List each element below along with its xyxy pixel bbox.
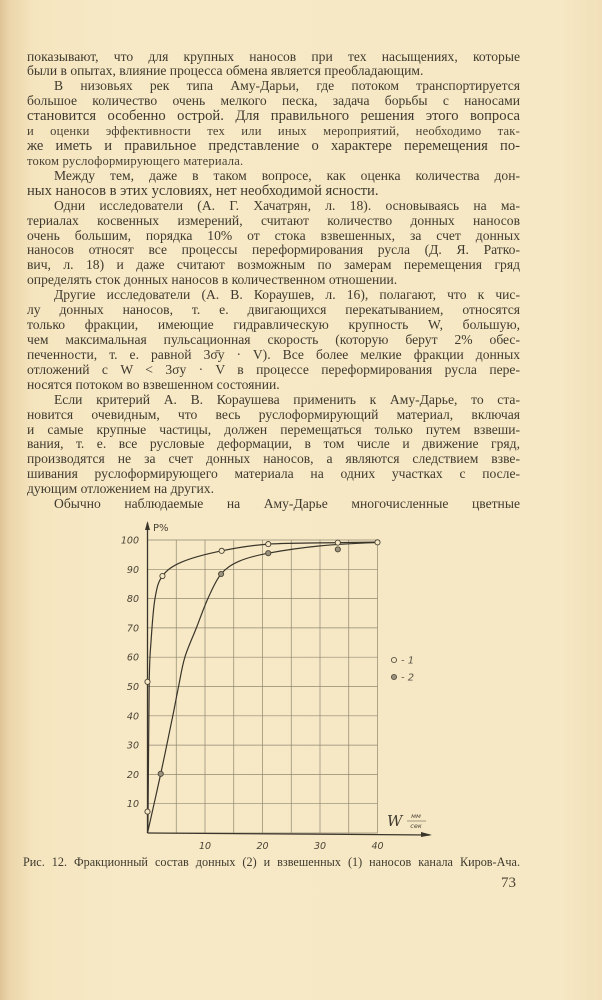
y-tick-label: 80 — [126, 594, 139, 606]
data-point-open-circle-icon — [160, 573, 165, 578]
chart-tick-labels — [121, 536, 384, 853]
legend-open-circle-icon — [391, 657, 396, 662]
text-line: же иметь и правильное представление о характере перемещения по- — [27, 138, 520, 155]
x-axis-label — [387, 812, 426, 830]
x-axis-unit-denominator: сек — [410, 822, 422, 830]
text-line: носятся потоком во взвешенном состоянии. — [27, 376, 280, 392]
text-line: вич, л. 18) и даже считают возможным по замерам перемещения гряд — [27, 257, 520, 273]
data-point-dotted-circle-icon — [158, 771, 163, 776]
data-point-dotted-circle-icon — [335, 547, 340, 552]
data-point-open-circle-icon — [145, 679, 150, 684]
text-line: были в опытах, влияние процесса обмена является преобладающим. — [27, 63, 424, 79]
y-tick-label: 50 — [126, 682, 139, 693]
x-tick-label: 10 — [198, 841, 212, 852]
y-tick-label: 100 — [120, 535, 139, 547]
text-line: только фракции, имеющие гидравлическую крупность W, большую, — [27, 317, 520, 333]
y-tick-label: 60 — [126, 652, 139, 664]
y-tick-label: 10 — [126, 799, 139, 811]
text-line: и оценки эффективности тех или иных мероприятий, необходимо так- — [27, 124, 520, 139]
text-line: Между тем, даже в таком вопросе, как оценка количества дон- — [54, 167, 520, 183]
text-line: Если критерий А. В. Кораушева применить к Аму-Дарье, то ста- — [54, 391, 520, 407]
page-number: 73 — [501, 875, 516, 891]
y-tick-label: 30 — [126, 740, 139, 752]
text-line: шивания руслоформирующего материала на одних участках с после- — [27, 466, 520, 482]
text-line: током руслоформирующего материала. — [27, 153, 244, 168]
text-line: большое количество очень мелкого песка, задача борьбы с наносами — [27, 93, 520, 109]
y-tick-label: 90 — [126, 564, 139, 576]
text-line: ных наносов в этих условиях, нет необходимой ясности. — [27, 182, 379, 199]
x-axis-unit-numerator: мм — [411, 812, 421, 820]
chart-grid — [148, 540, 378, 833]
legend-label-1: - 1 — [401, 655, 415, 667]
y-tick-label: 40 — [126, 711, 139, 723]
figure-caption: Рис. 12. Фракционный состав донных (2) и взвешенных (1) наносов канала Киров-Ача. — [23, 855, 520, 869]
text-line: териалах косвенных измерений, считают количество донных наносов — [27, 212, 520, 228]
text-line: лу донных наносов, т. е. двигающихся перекатыванием, относятся — [27, 302, 520, 318]
text-line: чем максимальная пульсационная скорость (которую берут 2% обес- — [27, 332, 520, 348]
data-point-open-circle-icon — [145, 809, 150, 814]
text-line: В низовьях рек типа Аму-Дарьи, где потоком транспортируется — [54, 78, 520, 94]
data-point-open-circle-icon — [266, 542, 271, 547]
data-point-dotted-circle-icon — [219, 571, 224, 576]
text-line: Обычно наблюдаемые на Аму-Дарье многочисленные цветные — [54, 496, 520, 512]
text-line: наносов относят все процессы переформирования русла (Д. Я. Ратко- — [27, 242, 520, 258]
text-line: вания, т. е. все русловые деформации, в том числе и движение гряд, — [27, 436, 520, 452]
x-axis-arrow-icon — [421, 832, 432, 837]
text-line: очень большим, порядка 10% от стока взвешенных, за счет донных — [27, 227, 520, 243]
x-tick-label: 20 — [256, 841, 269, 852]
chart-legend — [391, 656, 414, 684]
data-point-open-circle-icon — [375, 540, 380, 545]
legend-label-2: - 2 — [401, 672, 415, 684]
y-axis-label: P% — [153, 523, 169, 534]
y-axis-arrow-icon — [145, 521, 150, 530]
text-line: новится очевидным, что весь руслоформирующий материал, включая — [27, 406, 520, 422]
text-line: и самые крупные частицы, должен перемещаться только путем взвеши- — [27, 421, 520, 437]
text-line: дующим отложением на других. — [27, 481, 214, 497]
text-line: Одни исследователи (А. Г. Хачатрян, л. 18). основываясь на ма- — [54, 197, 520, 213]
text-line: становится особенно острой. Для правильного решения этого вопроса — [27, 108, 520, 125]
data-point-open-circle-icon — [219, 548, 224, 553]
legend-dotted-circle-icon — [391, 674, 396, 679]
chart-axes — [145, 521, 432, 837]
text-line: определять сток донных наносов в количественном отношении. — [27, 272, 398, 288]
x-axis-symbol: W — [387, 812, 403, 830]
data-point-open-circle-icon — [335, 540, 340, 545]
text-line: печенности, т. е. равной 3σ̄y · V). Все более мелкие фракции донных — [27, 346, 520, 362]
x-tick-label: 30 — [313, 841, 327, 852]
text-line: отложений с W < 3σy · V в процессе переформирования русла пере- — [27, 361, 520, 377]
y-tick-label: 20 — [126, 769, 139, 781]
text-line: Другие исследователи (А. В. Кораушев, л. 16), полагают, что к чис- — [54, 287, 520, 303]
text-line: показывают, что для крупных наносов при тех насыщениях, которые — [27, 48, 520, 64]
y-tick-label: 70 — [126, 623, 139, 635]
data-point-dotted-circle-icon — [266, 551, 271, 556]
text-line: производятся не за счет донных наносов, а являются следствием взве- — [27, 451, 520, 467]
x-tick-label: 40 — [371, 841, 384, 852]
